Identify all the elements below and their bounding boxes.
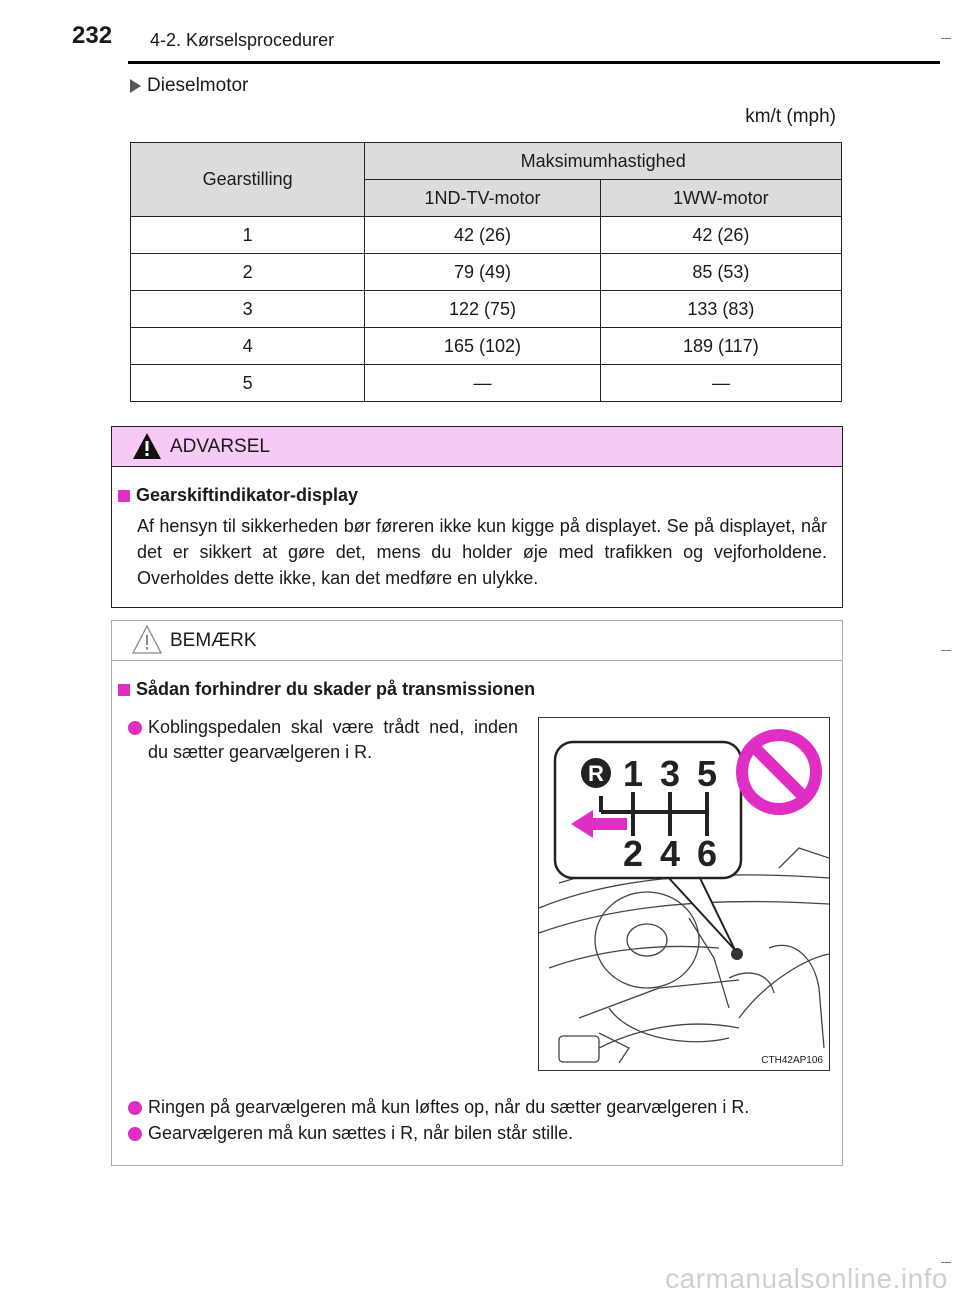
warning-item-title	[118, 485, 358, 506]
gear-label-r: R	[588, 761, 604, 786]
circle-bullet-icon	[128, 721, 142, 735]
gear-label-5: 5	[696, 753, 718, 794]
caution-triangle-icon	[132, 623, 162, 655]
note-bullet-text: Ringen på gearvælgeren må kun løftes op, når du sætter gearvælgeren i R.	[148, 1097, 750, 1117]
header-max-speed: Maksimumhastighed	[365, 143, 842, 180]
warning-item-title-text: Gearskiftindikator-display	[136, 485, 359, 505]
cell-speed: —	[600, 365, 841, 402]
table-row	[131, 217, 842, 254]
cell-speed: —	[365, 365, 600, 402]
cell-speed: 42 (26)	[365, 217, 600, 254]
warning-triangle-icon	[132, 431, 162, 461]
gear-knob-icon	[731, 948, 743, 960]
cell-speed: 79 (49)	[365, 254, 600, 291]
crop-mark	[941, 650, 951, 651]
header-rule	[128, 61, 940, 64]
cell-gear: 1	[131, 217, 365, 254]
watermark: carmanualsonline.info	[665, 1263, 948, 1294]
note-box	[111, 620, 843, 1166]
cell-gear: 3	[131, 291, 365, 328]
subheading	[130, 75, 248, 97]
subheading-text: Dieselmotor	[147, 75, 249, 96]
note-item-title	[118, 679, 535, 700]
table-header-row	[131, 143, 842, 180]
gear-label-2: 2	[622, 833, 644, 874]
cell-speed: 85 (53)	[600, 254, 841, 291]
cell-speed: 165 (102)	[365, 328, 600, 365]
header-gear: Gearstilling	[131, 143, 365, 217]
cell-gear: 5	[131, 365, 365, 402]
note-bullet	[128, 1121, 838, 1146]
table-row	[131, 254, 842, 291]
warning-body: Af hensyn til sikkerheden bør føreren ikke kun kigge på displayet. Se på displayet, når det er sikkert at gøre det, mens du holder øje med trafikken og vejforholdene. Overholdes dette ikke, kan det medføre en ulykke.	[137, 516, 827, 588]
cell-speed: 122 (75)	[365, 291, 600, 328]
warning-header	[112, 427, 842, 467]
warning-box	[111, 426, 843, 608]
header-engine-1: 1ND-TV-motor	[365, 180, 600, 217]
gear-label-1: 1	[622, 753, 644, 794]
header-engine-2: 1WW-motor	[600, 180, 841, 217]
circle-bullet-icon	[128, 1127, 142, 1141]
note-bullet-text: Koblingspedalen skal være trådt ned, inden du sætter gearvælgeren i R.	[148, 717, 518, 762]
gearshift-illustration	[538, 717, 830, 1071]
note-bullet	[128, 1095, 838, 1120]
page-number: 232	[72, 22, 113, 49]
cell-gear: 2	[131, 254, 365, 291]
table-row	[131, 365, 842, 402]
cell-speed: 42 (26)	[600, 217, 841, 254]
table-row	[131, 291, 842, 328]
note-title: BEMÆRK	[170, 630, 257, 651]
crop-mark	[941, 38, 951, 39]
circle-bullet-icon	[128, 1101, 142, 1115]
gear-label-6: 6	[696, 833, 718, 874]
cell-speed: 189 (117)	[600, 328, 841, 365]
cell-gear: 4	[131, 328, 365, 365]
cell-speed: 133 (83)	[600, 291, 841, 328]
speed-table	[130, 142, 842, 402]
note-bullet-text: Gearvælgeren må kun sættes i R, når bilen står stille.	[148, 1123, 574, 1143]
section-title: 4-2. Kørselsprocedurer	[150, 30, 335, 50]
table-row	[131, 328, 842, 365]
note-item-title-text: Sådan forhindrer du skader på transmissionen	[136, 679, 536, 699]
square-bullet-icon	[118, 490, 130, 502]
gear-label-4: 4	[659, 833, 681, 874]
figure-code: CTH42AP106	[761, 1055, 823, 1066]
prohibition-icon	[742, 735, 816, 809]
note-bullet	[128, 715, 518, 765]
square-bullet-icon	[118, 684, 130, 696]
note-header	[112, 621, 842, 661]
triangle-right-icon	[130, 79, 141, 93]
unit-label: km/t (mph)	[745, 106, 836, 127]
warning-title: ADVARSEL	[170, 436, 270, 457]
gear-pattern-illustration	[539, 718, 829, 1070]
gear-label-3: 3	[659, 753, 681, 794]
